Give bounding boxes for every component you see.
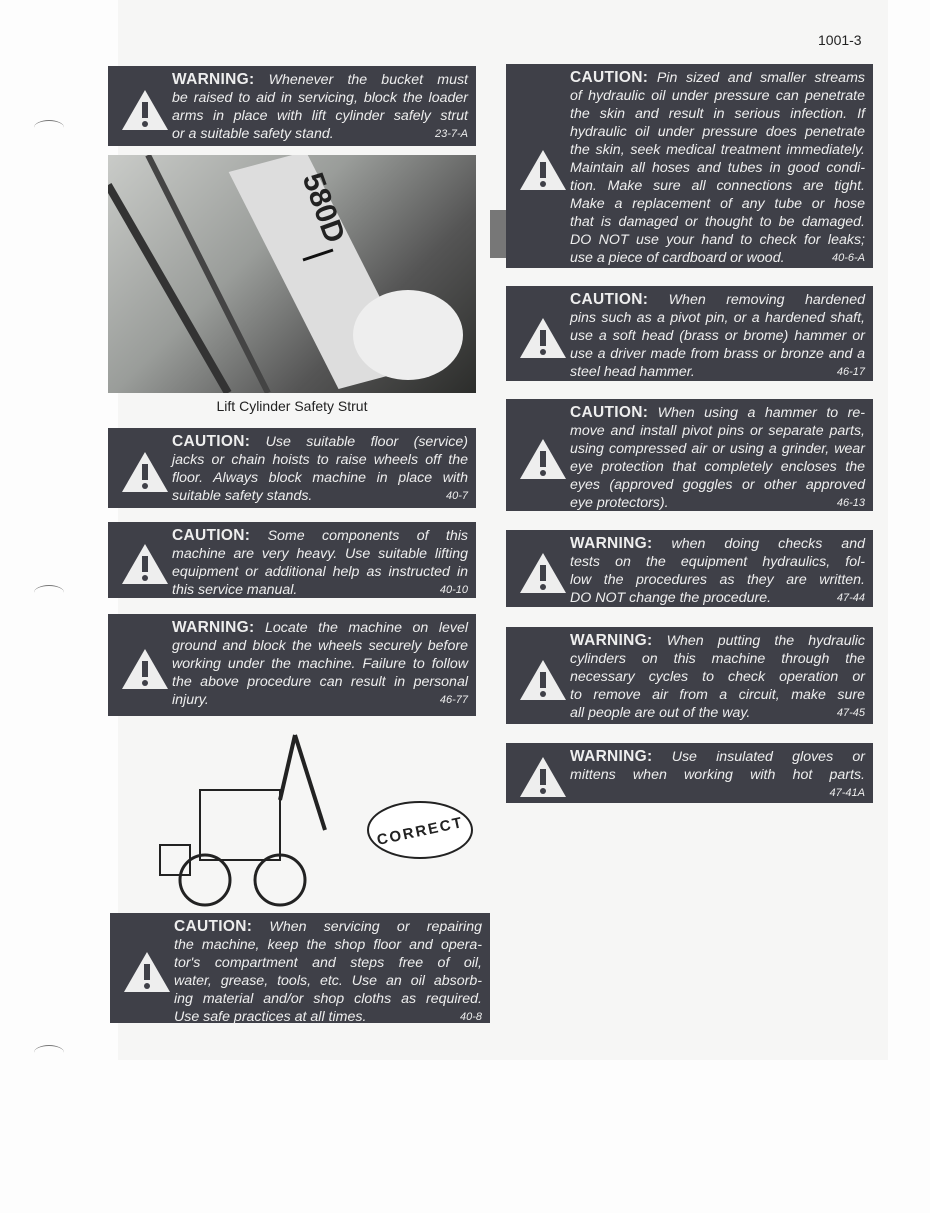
warning-box [506,743,873,803]
box-text-line [570,363,865,381]
box-text-line [570,213,865,231]
box-text: to remove air from a circuit, make sure [570,687,865,703]
box-text-line [570,123,865,141]
box-label: CAUTION: [172,527,251,544]
box-text: be raised to aid in servicing, block the loader [172,90,468,106]
reference-code: 47-45 [836,707,865,719]
caution-box [108,428,476,508]
box-text-line [570,784,865,802]
box-text: suitable safety stands. [172,488,313,504]
box-text-line [570,87,865,105]
box-text: the machine, keep the shop floor and opera- [174,937,482,953]
box-text: of hydraulic oil under pressure can penetrate [570,88,865,104]
box-text-line [172,71,468,89]
box-text: the above procedure can result in personal [172,674,468,690]
box-text: the skin, seek medical treatment immediately. [570,142,865,158]
warning-triangle-icon [518,755,568,799]
box-text: jacks or chain hoists to raise wheels off the [172,452,468,468]
box-text: necessary cycles to check operation or [570,669,865,685]
binder-hole-mark [34,585,64,600]
box-text: Use safe practices at all times. [174,1009,367,1025]
box-label: CAUTION: [570,404,649,421]
box-label: WARNING: [570,748,653,765]
box-text: use a piece of cardboard or wood. [570,250,785,266]
decal-580d: 580D [295,168,352,248]
box-text-line [172,89,468,107]
photo-caption: Lift Cylinder Safety Strut [216,398,368,414]
reference-code: 40-8 [459,1011,482,1023]
box-text-line [172,107,468,125]
box-text-line [172,451,468,469]
box-text-line [570,249,865,267]
box-text: Use insulated gloves or [671,749,865,765]
box-text-line [172,637,468,655]
box-text: using compressed air or using a grinder, wear [570,441,865,457]
box-text-line [172,487,468,505]
box-label: WARNING: [570,632,653,649]
box-text-line [570,686,865,704]
box-text-line [570,650,865,668]
box-text: DO NOT use your hand to check for leaks; [570,232,865,248]
box-text-line [174,1008,482,1026]
box-text: machine are very heavy. Use suitable lifting [172,546,468,562]
box-text-line [570,159,865,177]
box-text: all people are out of the way. [570,705,751,721]
box-text: hydraulic oil under pressure does penetrate [570,124,865,140]
warning-box [506,530,873,607]
box-text: ing material and/or shop cloths as required. [174,991,482,1007]
page-number: 1001-3 [818,32,862,48]
box-text: Locate the machine on level [265,620,468,636]
box-text-line [570,476,865,494]
box-text-line [570,704,865,722]
box-text: Make a replacement of any tube or hose [570,196,865,212]
box-text: When servicing or repairing [269,919,482,935]
box-text-line [570,327,865,345]
box-text: cylinders on this machine through the [570,651,865,667]
binder-hole-mark [34,120,64,135]
box-text-line [172,581,468,599]
warning-triangle-icon [518,658,568,702]
box-text: the skin and result in serious infection. If [570,106,865,122]
box-text: Some components of this [267,528,468,544]
caution-box [506,64,873,268]
box-text-line [174,990,482,1008]
box-text-line [172,527,468,545]
warning-triangle-icon [518,437,568,481]
box-text-line [570,309,865,327]
reference-code: 47-44 [836,592,865,604]
reference-code: 40-10 [439,584,468,596]
box-text-line [570,195,865,213]
warning-triangle-icon [518,316,568,360]
box-text-line [174,918,482,936]
box-text: Use suitable floor (service) [265,434,468,450]
reference-code: 40-6-A [831,252,865,264]
box-text-line [570,440,865,458]
box-text: Whenever the bucket must [268,72,468,88]
box-text: Pin sized and smaller streams [656,70,865,86]
reference-code: 40-7 [445,490,468,502]
box-text: Maintain all hoses and tubes in good condi- [570,160,865,176]
box-text-line [172,563,468,581]
box-text: eye protectors). [570,495,669,511]
box-text: DO NOT change the procedure. [570,590,772,606]
box-text-line [172,469,468,487]
caution-box [108,522,476,598]
box-text-line [570,291,865,309]
box-text: move and install pivot pins or separate parts, [570,423,865,439]
box-text: When putting the hydraulic [666,633,865,649]
reference-code: 46-13 [836,497,865,509]
box-text-line [174,954,482,972]
box-text: equipment or additional help as instructed in [172,564,468,580]
binder-hole-mark [34,1045,64,1060]
box-label: CAUTION: [570,69,649,86]
box-text-line [570,766,865,784]
box-text: When using a hammer to re- [657,405,865,421]
box-text: floor. Always block machine in place with [172,470,468,486]
box-text-line [172,433,468,451]
box-text-line [570,177,865,195]
box-text: use a soft head (brass or brome) hammer or [570,328,865,344]
warning-box [506,627,873,724]
box-text: arms in place with lift cylinder safely strut [172,108,468,124]
box-text: eyes (approved goggles or other approved [570,477,865,493]
box-text-line [570,589,865,607]
box-text: tion. Make sure all connections are tight. [570,178,865,194]
box-text-line [570,422,865,440]
warning-triangle-icon [122,950,172,994]
warning-triangle-icon [120,647,170,691]
box-text-line [570,632,865,650]
box-text-line [570,404,865,422]
section-tab [490,210,506,258]
box-text: water, grease, tools, etc. Use an oil absorb- [174,973,482,989]
warning-triangle-icon [120,542,170,586]
warning-triangle-icon [120,88,170,132]
reference-code: 46-77 [439,694,468,706]
box-text: pins such as a pivot pin, or a hardened shaft, [570,310,865,326]
reference-code: 23-7-A [434,128,468,140]
box-text: steel head hammer. [570,364,695,380]
box-label: CAUTION: [174,918,253,935]
box-label: WARNING: [172,619,255,636]
box-text: this service manual. [172,582,298,598]
caution-box [506,286,873,381]
box-text-line [172,619,468,637]
box-text-line [172,545,468,563]
warning-triangle-icon [518,551,568,595]
backhoe-illustration [150,730,480,910]
box-text: that is damaged or thought to be damaged. [570,214,865,230]
box-text: when doing checks and [671,536,865,552]
box-text-line [570,458,865,476]
warning-box [108,66,476,146]
photo-scene [108,155,476,393]
box-text-line [570,535,865,553]
box-text: eye protection that completely encloses the [570,459,865,475]
box-text-line [570,105,865,123]
box-text: ground and block the wheels securely before [172,638,468,654]
box-text-line [172,655,468,673]
box-text-line [570,345,865,363]
box-text-line [570,748,865,766]
box-text: low the procedures as they are written. [570,572,865,588]
box-text-line [174,972,482,990]
box-text-line [570,571,865,589]
reference-code: 46-17 [836,366,865,378]
box-text-line [172,125,468,143]
box-label: WARNING: [570,535,653,552]
box-text-line [570,553,865,571]
box-text: injury. [172,692,209,708]
box-text-line [174,936,482,954]
warning-triangle-icon [120,450,170,494]
box-label: CAUTION: [172,433,251,450]
lift-cylinder-photo [108,155,476,393]
box-text: working under the machine. Failure to follow [172,656,468,672]
box-text-line [570,494,865,512]
warning-box [108,614,476,716]
box-text-line [570,141,865,159]
box-text: tor's compartment and steps free of oil, [174,955,482,971]
box-text: mittens when working with hot parts. [570,767,865,783]
box-text-line [570,231,865,249]
box-text-line [172,691,468,709]
correct-badge: CORRECT [375,813,466,849]
box-label: CAUTION: [570,291,649,308]
box-text-line [570,69,865,87]
box-text: use a driver made from brass or bronze and a [570,346,865,362]
caution-box [506,399,873,511]
box-text-line [172,673,468,691]
caution-box [110,913,490,1023]
box-text: When removing hardened [668,292,865,308]
reference-code: 47-41A [829,787,865,799]
warning-triangle-icon [518,148,568,192]
box-text: or a suitable safety stand. [172,126,334,142]
box-text-line [570,668,865,686]
box-text: tests on the equipment hydraulics, fol- [570,554,865,570]
box-label: WARNING: [172,71,255,88]
